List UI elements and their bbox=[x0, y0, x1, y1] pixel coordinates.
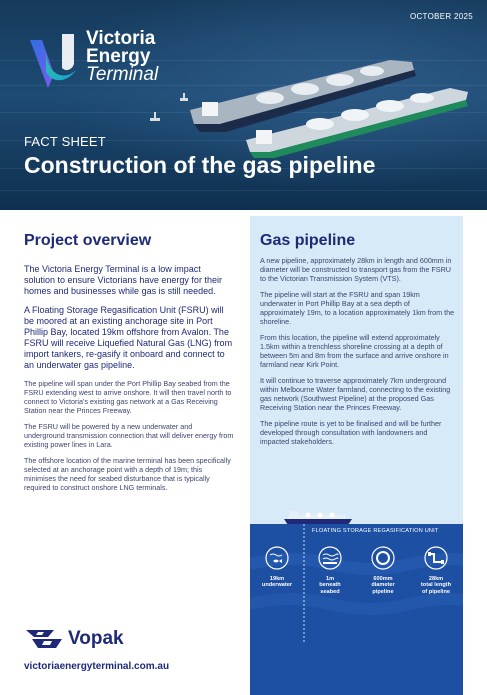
pipeline-paragraph: It will continue to traverse approximately 7km underground within Melbourne Water farmland, connecting to the existing gas network (Southwest Pipeline) at the proposed Gas Receiving Station near the Princes Freeway. bbox=[260, 376, 451, 412]
stat-length bbox=[413, 546, 459, 595]
stat-value: 1m bbox=[325, 576, 335, 582]
stat-value: 600mm bbox=[373, 576, 393, 582]
page-title: Construction of the gas pipeline bbox=[24, 152, 376, 178]
pipeline-paragraph: A new pipeline, approximately 28km in length and 600mm in diameter will be constructed to transport gas from the FSRU to the Victorian Transmission System (VTS). bbox=[260, 256, 452, 283]
eyebrow-label: FACT SHEET bbox=[24, 134, 106, 149]
stat-caption: pipeline bbox=[372, 588, 394, 595]
body-paragraph: The FSRU will be powered by a new underwater and underground transmission connection that will deliver energy from existing power lines in Lara. bbox=[24, 422, 234, 449]
seabed-wave-icon bbox=[318, 546, 342, 570]
stat-value: 28km bbox=[428, 576, 444, 582]
vet-logo-mark-icon bbox=[24, 30, 84, 92]
hero-banner bbox=[0, 0, 487, 210]
stat-seabed bbox=[307, 546, 353, 595]
vopak-mark-icon bbox=[24, 628, 64, 650]
pipeline-route-icon bbox=[424, 546, 448, 570]
stat-underwater bbox=[254, 546, 300, 589]
website-link[interactable]: victoriaenergyterminal.com.au bbox=[24, 661, 170, 672]
vopak-wordmark: Vopak bbox=[68, 628, 124, 649]
project-overview-section bbox=[24, 232, 234, 499]
lead-paragraph: A Floating Storage Regasification Unit (FSRU) will be moored at an existing anchorage site in Port Phillip Bay, located 19km offshore from Avalon. The FSRU will receive Liquefied Natural Gas (LNG) from import tankers, re-gasify it onboard and connect to an underwater gas pipeline. bbox=[24, 305, 233, 370]
body-paragraph: The offshore location of the marine terminal has been specifically selected at an anchorage point with a depth of 19m; this minimises the need for seabed disturbance that is typically required to construct onshore LNG terminals. bbox=[24, 456, 231, 492]
stat-caption: underwater bbox=[261, 582, 293, 589]
stat-caption: of pipeline bbox=[422, 588, 450, 595]
fsru-diagram-label: FLOATING STORAGE REGASIFICATION UNIT bbox=[312, 528, 439, 534]
stat-caption: seabed bbox=[320, 588, 340, 595]
stat-caption: total length bbox=[420, 582, 452, 589]
publication-date: OCTOBER 2025 bbox=[409, 12, 473, 21]
project-overview-heading: Project overview bbox=[24, 232, 152, 249]
body-paragraph: The pipeline will span under the Port Phillip Bay seabed from the FSRU extending west to arrive onshore. It will then travel north to connect to Victoria's existing gas network at a Gas Receiving Station near the Princes Freeway. bbox=[24, 379, 232, 415]
stat-value: 19km bbox=[269, 576, 285, 582]
pipeline-diagram bbox=[250, 506, 463, 695]
gas-pipeline-heading: Gas pipeline bbox=[260, 232, 356, 249]
gas-pipeline-panel bbox=[250, 216, 463, 695]
pipeline-paragraph: The pipeline route is yet to be finalised and will be further developed through consultation with landowners and impacted stakeholders. bbox=[260, 419, 442, 446]
logo-line-1: Victoria bbox=[86, 28, 156, 49]
lead-paragraph: The Victoria Energy Terminal is a low impact solution to ensure Victorians have energy for their homes and businesses while gas is still needed. bbox=[24, 264, 222, 296]
logo-line-2: Energy bbox=[86, 46, 151, 67]
fish-depth-icon bbox=[265, 546, 289, 570]
logo-line-3: Terminal bbox=[86, 64, 159, 85]
pipeline-paragraph: The pipeline will start at the FSRU and span 19km underwater in Port Phillip Bay at a sea depth of approximately 19m, to a location approximately 1km from the shoreline. bbox=[260, 290, 455, 326]
pipe-ring-icon bbox=[371, 546, 395, 570]
stat-caption: beneath bbox=[319, 582, 341, 589]
vopak-logo bbox=[24, 628, 194, 650]
pipeline-paragraph: From this location, the pipeline will extend approximately 1.5km within a trenchless shoreline crossing at a depth of between 5m and 8m from the surface and arrive onshore in farmland near Kirk Point. bbox=[260, 333, 449, 369]
stat-caption: diameter bbox=[371, 582, 395, 589]
stat-diameter bbox=[360, 546, 406, 595]
lng-ships-illustration bbox=[150, 40, 470, 160]
